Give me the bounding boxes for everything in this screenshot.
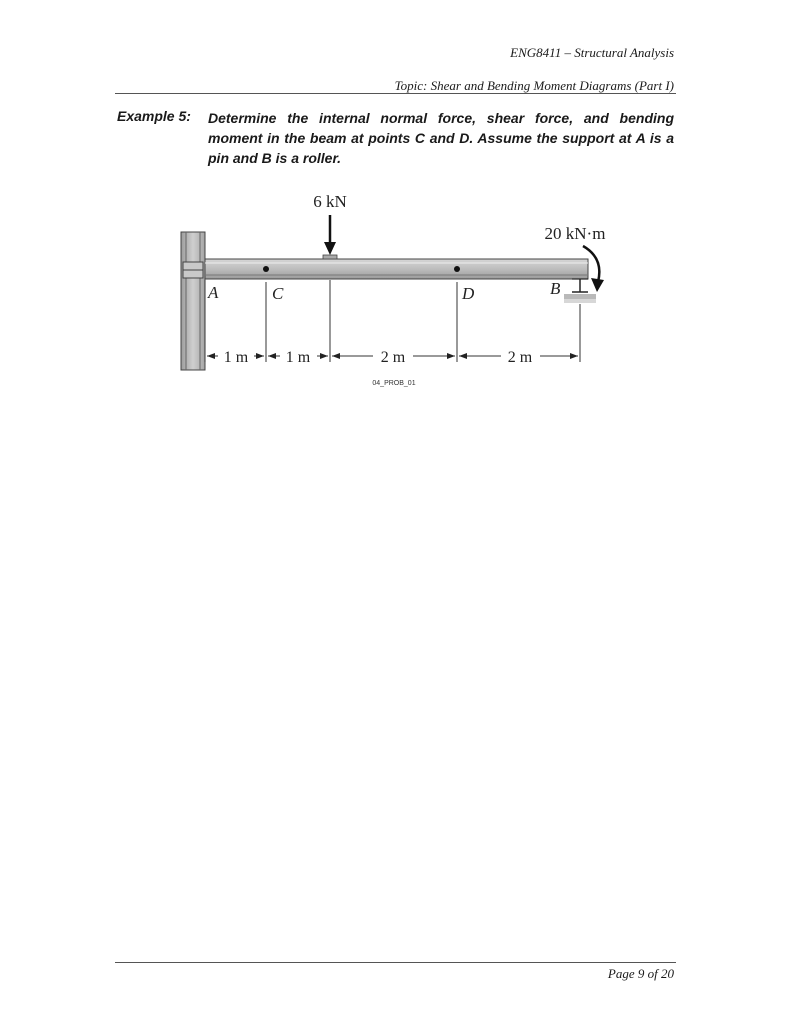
course-title: ENG8411 – Structural Analysis <box>510 45 674 60</box>
topic-title: Topic: Shear and Bending Moment Diagrams (Part I) <box>394 78 674 93</box>
dim-label-2: 1 m <box>285 349 311 366</box>
page-number <box>608 966 674 982</box>
dim-label-1: 1 m <box>223 349 249 366</box>
load-label: 6 kN <box>313 192 347 211</box>
point-c-marker <box>263 266 269 272</box>
page-total: 20 <box>661 966 674 981</box>
dim-label-3: 2 m <box>380 349 406 366</box>
point-d-marker <box>454 266 460 272</box>
load-arrow <box>324 215 336 255</box>
page-current: 9 <box>637 966 645 981</box>
roller-support-b <box>564 279 596 303</box>
figure-caption: 04_PROB_01 <box>372 380 416 387</box>
wall-column <box>181 232 205 370</box>
header-divider <box>115 93 676 94</box>
moment-label: 20 kN·m <box>544 224 606 243</box>
beam-diagram <box>170 180 630 410</box>
example-label: Example 5: <box>117 108 191 124</box>
label-b: B <box>550 279 561 298</box>
example-text: Determine the internal normal force, shear force, and bending moment in the beam at points C and D. Assume the support at A is a pin and B is a roller. <box>208 110 674 166</box>
page-word: Page <box>607 966 635 981</box>
label-c: C <box>272 284 284 303</box>
dim-label-4: 2 m <box>507 349 533 366</box>
page-of: of <box>647 966 658 981</box>
beam <box>205 255 588 279</box>
label-a: A <box>208 283 219 302</box>
label-d: D <box>462 284 475 303</box>
beam-figure <box>170 180 630 410</box>
footer-divider <box>115 962 676 963</box>
